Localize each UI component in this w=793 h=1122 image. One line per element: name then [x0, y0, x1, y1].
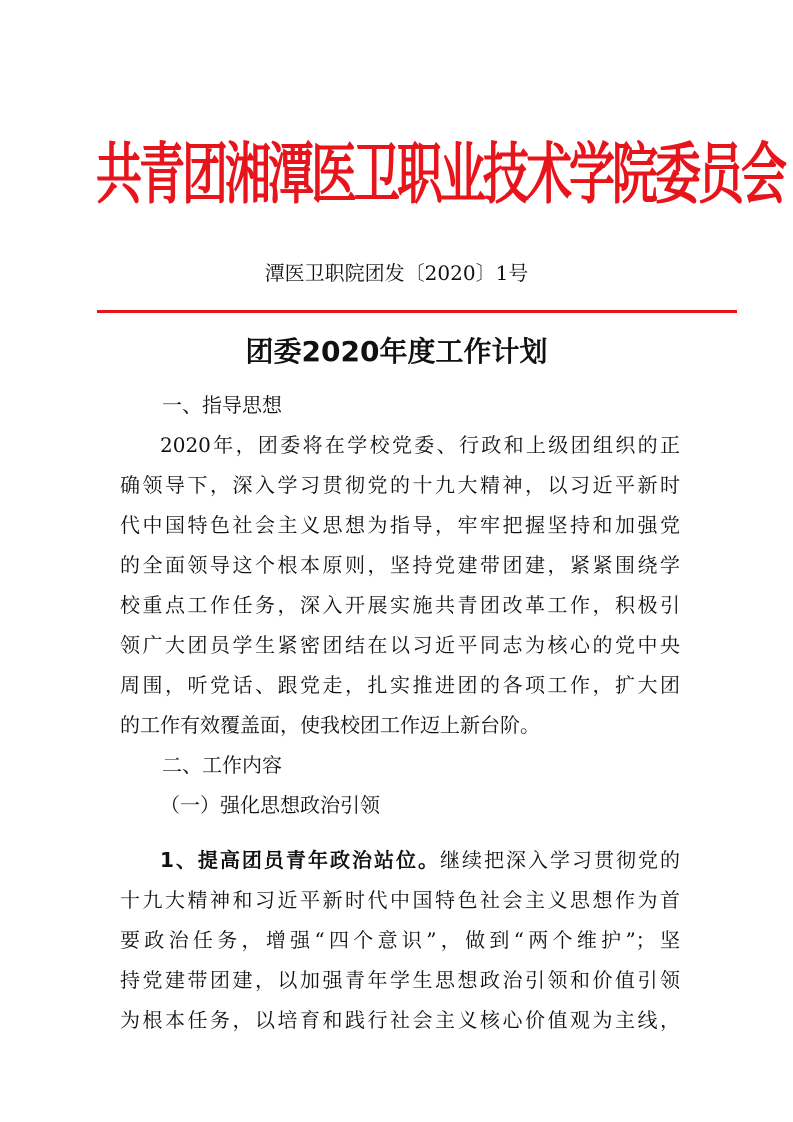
paragraph-line: 的全面领导这个根本原则，坚持党建带团建，紧紧围绕学 [120, 553, 680, 577]
item-first-line-text: 继续把深入学习贯彻党的 [439, 848, 681, 872]
document-title: 团委2020年度工作计划 [245, 335, 548, 368]
red-divider-line [97, 310, 737, 313]
paragraph-line: 持党建带团建，以加强青年学生思想政治引领和价值引领 [120, 968, 680, 992]
paragraph-line: 校重点工作任务，深入开展实施共青团改革工作，积极引 [120, 593, 680, 617]
paragraph-line: 要政治任务，增强“四个意识”，做到“两个维护”；坚 [120, 928, 680, 952]
paragraph-line: 十九大精神和习近平新时代中国特色社会主义思想作为首 [120, 888, 680, 912]
paragraph-line: 周围，听党话、跟党走，扎实推进团的各项工作，扩大团 [120, 673, 680, 697]
item-lead-text: 1、提高团员青年政治站位。 [160, 848, 440, 872]
section-heading-work-content: 二、工作内容 [162, 753, 282, 777]
subsection-heading: （一）强化思想政治引领 [160, 793, 380, 817]
paragraph-line: 2020年，团委将在学校党委、行政和上级团组织的正 [160, 433, 680, 457]
document-number: 潭医卫职院团发〔2020〕1号 [264, 261, 529, 285]
paragraph-line: 的工作有效覆盖面，使我校团工作迈上新台阶。 [120, 713, 540, 737]
masthead-title: 共青团湘潭医卫职业技术学院委员会 [96, 134, 784, 214]
paragraph-line: 代中国特色社会主义思想为指导，牢牢把握坚持和加强党 [120, 513, 680, 537]
section-heading-guiding-ideology: 一、指导思想 [162, 393, 282, 417]
paragraph-line: 确领导下，深入学习贯彻党的十九大精神，以习近平新时 [120, 473, 680, 497]
paragraph-line [160, 845, 680, 875]
paragraph-line: 领广大团员学生紧密团结在以习近平同志为核心的党中央 [120, 633, 680, 657]
paragraph-line: 为根本任务，以培育和践行社会主义核心价值观为主线， [120, 1008, 680, 1032]
